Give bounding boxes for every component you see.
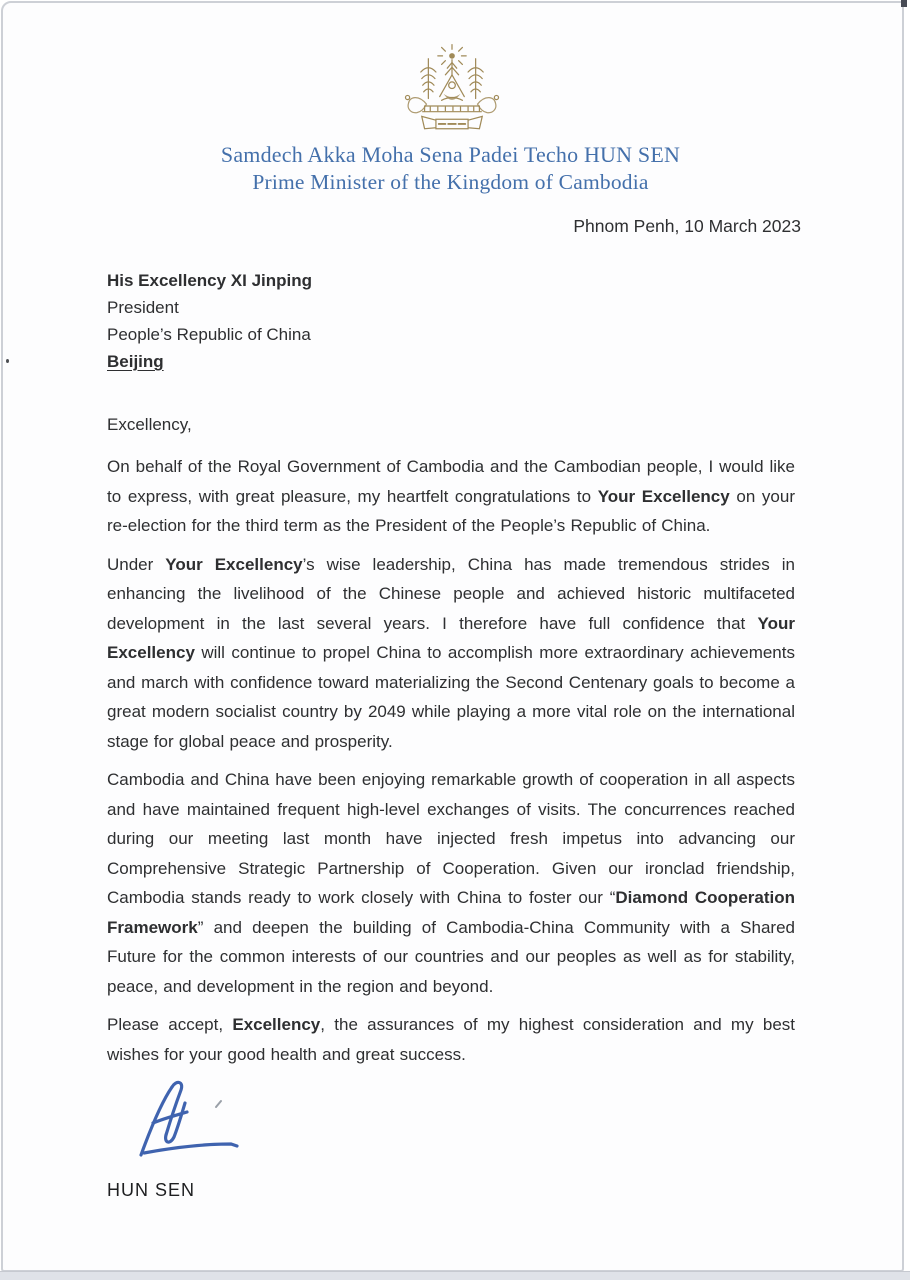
body-text: Cambodia and China have been enjoying remarkable growth of cooperation in all aspects and have maintained frequent high-level exchanges of visits. The concurrences reached during our meeting last month have injected fresh impetus into advancing our Comprehensive Strategic Partnership of Cooperation. Given our ironclad friendship, Cambodia stands ready to work closely with China to foster our “ [107, 770, 795, 907]
signature-ink-icon [131, 1079, 251, 1161]
body-text: , the assurances of my highest consideration and my best wishes for your good health and great success. [107, 1015, 795, 1064]
letter-paragraph [107, 1010, 795, 1069]
scan-speck [6, 359, 9, 363]
signature [131, 1079, 251, 1161]
scan-artifact [901, 0, 907, 7]
letter-paragraph [107, 452, 795, 541]
body-text: Under [107, 554, 166, 574]
emphasized-text: Excellency [232, 1015, 321, 1034]
royal-arms-of-cambodia-icon [400, 42, 504, 136]
recipient-line: His Excellency XI Jinping [107, 271, 313, 290]
body-text: On behalf of the Royal Government of Cambodia and the Cambodian people, I would like to express, with great pleasure, my heartfelt congratulations to [107, 457, 795, 506]
body-text: on your re-election for the third term as the President of the People’s Republic of China. [107, 486, 795, 535]
body-text: ” and deepen the building of Cambodia-China Community with a Shared Future for the common interests of our countries and our peoples as well as for stability, peace, and development in the region and beyond. [107, 917, 795, 996]
recipient-block [107, 267, 312, 375]
letterhead [0, 141, 901, 196]
letterhead-subtitle: Prime Minister of the Kingdom of Cambodia [252, 170, 649, 194]
body-text: ’s wise leadership, China has made tremendous strides in enhancing the livelihood of the Chinese people and achieved historic multifaceted development in the last several years. I therefore have full confidence that [107, 554, 795, 633]
letterhead-title: Samdech Akka Moha Sena Padei Techo HUN SEN [220, 142, 681, 167]
date-line: Phnom Penh, 10 March 2023 [573, 216, 801, 236]
letter-paragraph [107, 550, 795, 757]
body-text: will continue to propel China to accomplish more extraordinary achievements and march with confidence toward materializing the Second Centenary goals to become a great modern socialist country by 2049 while playing a more vital role on the international stage for global peace and prosperity. [107, 643, 795, 751]
salutation: Excellency, [107, 415, 192, 434]
emphasized-text: Diamond Cooperation Framework [107, 888, 795, 937]
scan-edge-bottom [0, 1271, 910, 1280]
emphasized-text: Your Excellency [107, 613, 795, 662]
recipient-line: Beijing [107, 352, 164, 371]
letter-paragraph [107, 765, 795, 1001]
emphasized-text: Your Excellency [597, 486, 730, 506]
royal-crest [400, 42, 504, 136]
signature-name: HUN SEN [107, 1180, 196, 1200]
emphasized-text: Your Excellency [165, 554, 303, 574]
recipient-line: President [107, 298, 179, 317]
body-text: Please accept, [107, 1015, 233, 1034]
recipient-line: People’s Republic of China [107, 325, 311, 344]
letter-paragraphs [107, 452, 795, 1078]
